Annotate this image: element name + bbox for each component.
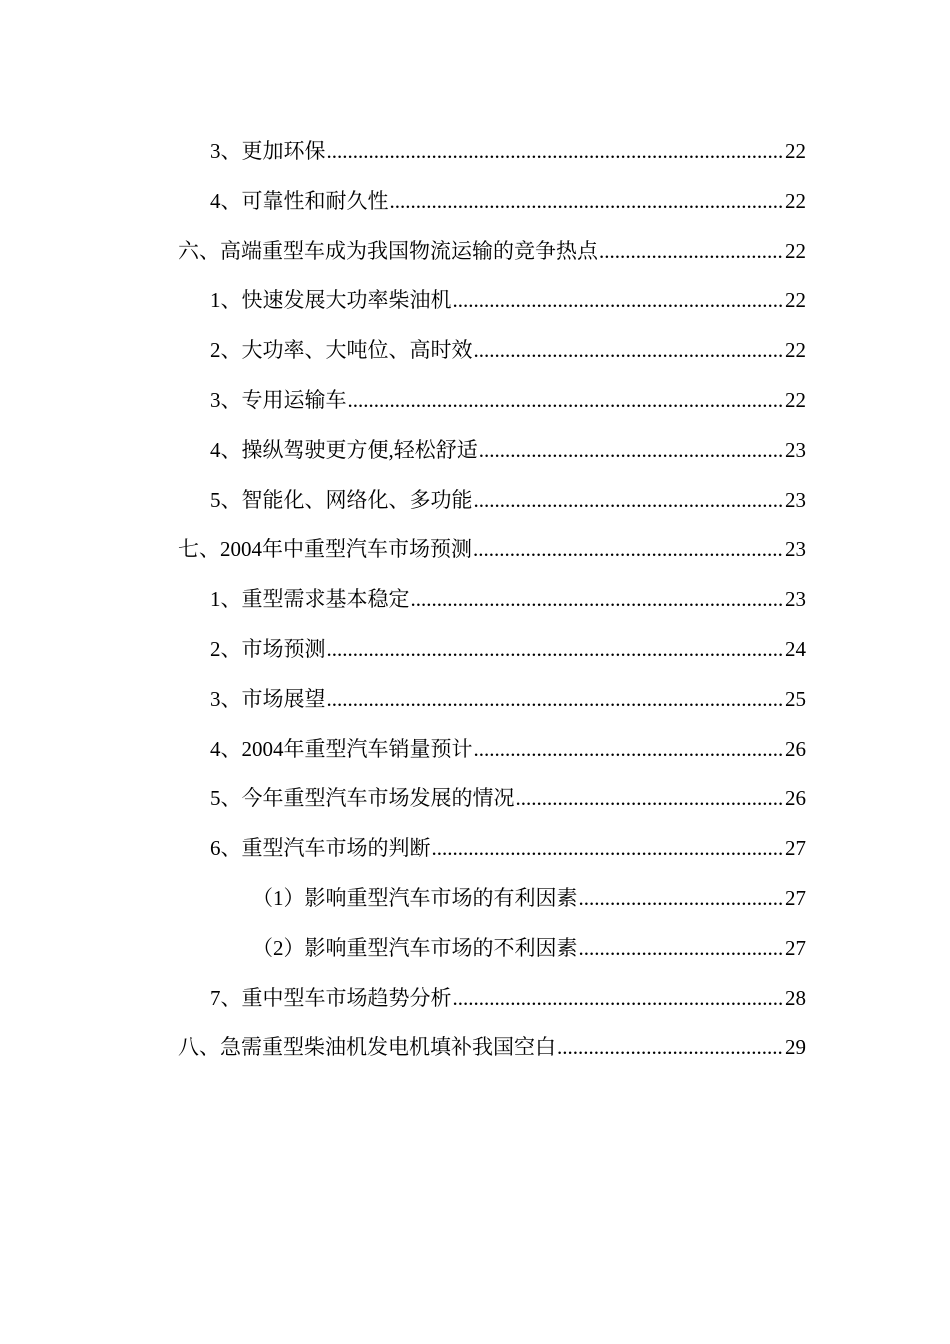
toc-entry[interactable]: [178, 476, 806, 526]
toc-entry[interactable]: [178, 1023, 806, 1073]
toc-dot-leader: [516, 774, 785, 824]
toc-page-number: 22: [785, 188, 806, 213]
toc-entry-title: 4、可靠性和耐久性: [210, 188, 389, 213]
toc-dot-leader: [327, 127, 785, 177]
toc-entry[interactable]: [178, 974, 806, 1024]
toc-entry-title: 七、2004年中重型汽车市场预测: [178, 537, 472, 562]
toc-entry[interactable]: [178, 924, 806, 974]
toc-entry-title: 3、更加环保: [210, 139, 326, 163]
toc-page-number: 22: [785, 139, 806, 163]
toc-page-number: 24: [785, 636, 806, 661]
toc-entry-title: 1、重型需求基本稳定: [210, 587, 410, 612]
toc-entry[interactable]: [178, 177, 806, 227]
toc-dot-leader: [327, 675, 785, 725]
toc-entry-title: 1、快速发展大功率柴油机: [210, 288, 452, 313]
toc-dot-leader: [599, 227, 784, 277]
toc-entry-title: 5、今年重型汽车市场发展的情况: [210, 786, 515, 811]
toc-page-number: 22: [785, 387, 806, 412]
toc-dot-leader: [453, 974, 785, 1024]
toc-page-number: 22: [785, 238, 806, 263]
toc-entry-title: 3、专用运输车: [210, 387, 347, 412]
toc-entry-title: 5、智能化、网络化、多功能: [210, 487, 473, 512]
toc-page-number: 23: [785, 587, 806, 612]
toc-dot-leader: [411, 575, 785, 625]
toc-dot-leader: [474, 476, 785, 526]
toc-entry-title: （2）影响重型汽车市场的不利因素: [252, 935, 578, 960]
toc-entry-title: 6、重型汽车市场的判断: [210, 836, 431, 861]
toc-page-number: 28: [785, 985, 806, 1010]
toc-page-number: 22: [785, 288, 806, 313]
toc-dot-leader: [474, 326, 785, 376]
toc-dot-leader: [432, 824, 785, 874]
toc-entry[interactable]: [178, 625, 806, 675]
toc-entry-title: 2、市场预测: [210, 636, 326, 661]
toc-dot-leader: [479, 426, 784, 476]
toc-entry[interactable]: [178, 227, 806, 277]
toc-page-number: 23: [785, 537, 806, 562]
toc-entry[interactable]: [178, 127, 806, 177]
toc-page-number: 23: [785, 437, 806, 462]
toc-entry[interactable]: [178, 426, 806, 476]
toc-entry-title: 4、操纵驾驶更方便,轻松舒适: [210, 437, 478, 462]
toc-page-number: 25: [785, 686, 806, 711]
toc-dot-leader: [473, 525, 784, 575]
toc-entry[interactable]: [178, 525, 806, 575]
toc-page-number: 29: [785, 1035, 806, 1060]
toc-entry-title: 3、市场展望: [210, 686, 326, 711]
toc-page-number: 27: [785, 935, 806, 960]
toc-dot-leader: [327, 625, 785, 675]
toc-dot-leader: [579, 924, 785, 974]
toc-entry[interactable]: [178, 376, 806, 426]
toc-entry-title: 7、重中型车市场趋势分析: [210, 985, 452, 1010]
toc-page-number: 26: [785, 736, 806, 761]
table-of-contents: [178, 127, 806, 1073]
toc-entry-title: 六、高端重型车成为我国物流运输的竞争热点: [178, 238, 598, 263]
toc-dot-leader: [390, 177, 785, 227]
toc-entry-title: 4、2004年重型汽车销量预计: [210, 736, 473, 761]
toc-entry[interactable]: [178, 874, 806, 924]
toc-entry[interactable]: [178, 575, 806, 625]
toc-entry-title: 八、急需重型柴油机发电机填补我国空白: [178, 1035, 556, 1060]
toc-entry[interactable]: [178, 326, 806, 376]
toc-page-number: 26: [785, 786, 806, 811]
toc-dot-leader: [453, 276, 785, 326]
toc-dot-leader: [348, 376, 785, 426]
toc-dot-leader: [557, 1023, 784, 1073]
toc-page-number: 23: [785, 487, 806, 512]
toc-page-number: 22: [785, 338, 806, 363]
toc-entry[interactable]: [178, 725, 806, 775]
toc-dot-leader: [579, 874, 785, 924]
toc-entry[interactable]: [178, 824, 806, 874]
toc-page-number: 27: [785, 836, 806, 861]
toc-entry[interactable]: [178, 774, 806, 824]
toc-entry[interactable]: [178, 276, 806, 326]
toc-entry-title: 2、大功率、大吨位、高时效: [210, 338, 473, 363]
toc-entry-title: （1）影响重型汽车市场的有利因素: [252, 885, 578, 910]
toc-dot-leader: [474, 725, 785, 775]
toc-page-number: 27: [785, 885, 806, 910]
toc-entry[interactable]: [178, 675, 806, 725]
